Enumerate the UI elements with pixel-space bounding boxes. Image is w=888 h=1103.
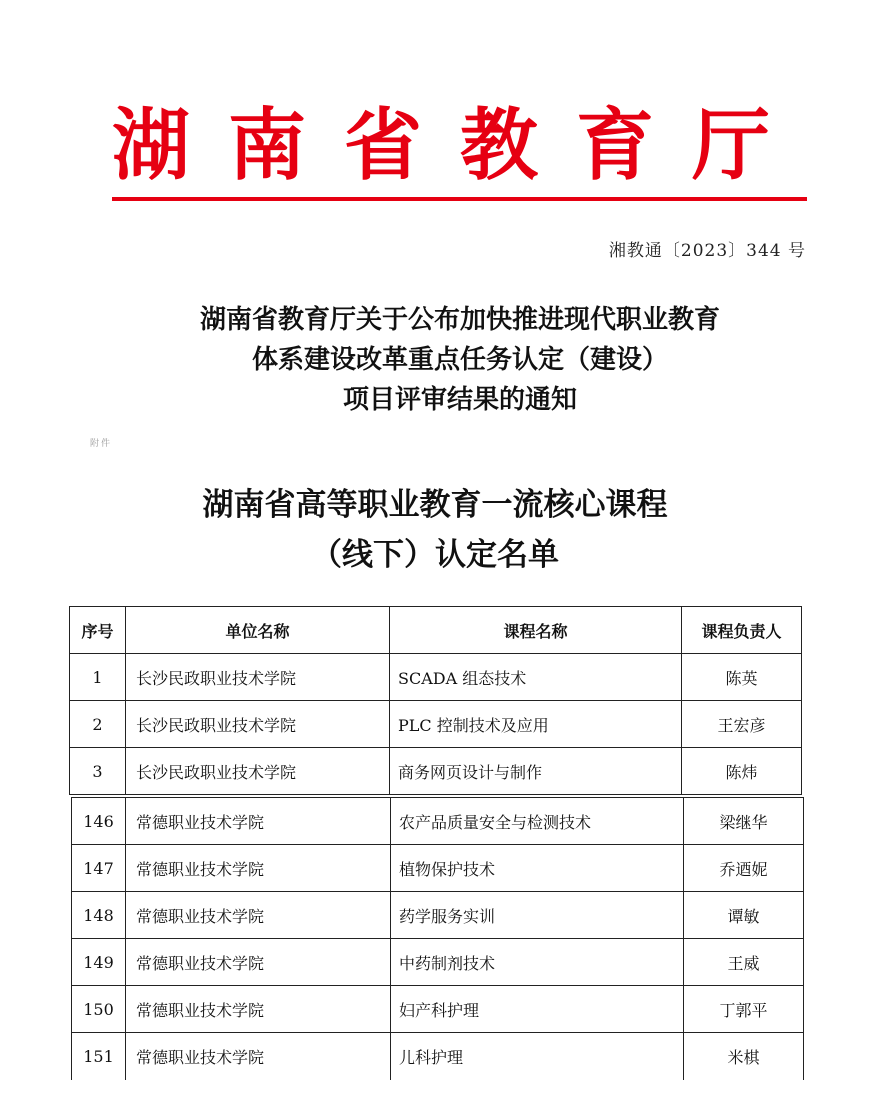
cell-course: 商务网页设计与制作: [390, 748, 682, 795]
cell-school: 常德职业技术学院: [126, 798, 391, 845]
cell-school: 长沙民政职业技术学院: [126, 701, 390, 748]
course-table-top: [69, 606, 802, 795]
cell-school: 长沙民政职业技术学院: [126, 748, 390, 795]
notice-title-line-2: 体系建设改革重点任务认定（建设）: [251, 345, 668, 375]
list-title-line-2: （线下）认定名单: [311, 537, 559, 573]
attachment-label: 附件: [90, 439, 113, 449]
col-header-course: 课程名称: [390, 607, 682, 654]
cell-course: 农产品质量安全与检测技术: [391, 798, 684, 845]
col-header-lead: 课程负责人: [682, 607, 802, 654]
course-table-bottom: [71, 797, 804, 1080]
table-row: [72, 939, 804, 986]
cell-school: 常德职业技术学院: [126, 986, 391, 1033]
notice-title: [60, 300, 860, 420]
list-title: [60, 480, 810, 580]
cell-index: 147: [72, 845, 126, 892]
cell-index: 151: [72, 1033, 126, 1080]
table-row: [72, 1033, 804, 1080]
cell-lead: 米棋: [684, 1033, 804, 1080]
cell-school: 常德职业技术学院: [126, 892, 391, 939]
cell-lead: 王宏彦: [682, 701, 802, 748]
table-row: [70, 748, 802, 795]
col-header-index: 序号: [70, 607, 126, 654]
cell-school: 常德职业技术学院: [126, 1033, 391, 1080]
cell-school: 常德职业技术学院: [126, 939, 391, 986]
cell-school: 长沙民政职业技术学院: [126, 654, 390, 701]
cell-course: 药学服务实训: [391, 892, 684, 939]
cell-index: 150: [72, 986, 126, 1033]
cell-lead: 梁继华: [684, 798, 804, 845]
cell-lead: 谭敏: [684, 892, 804, 939]
table-header-row: [70, 607, 802, 654]
list-title-line-1: 湖南省高等职业教育一流核心课程: [202, 487, 668, 523]
cell-lead: 陈炜: [682, 748, 802, 795]
cell-lead: 丁郭平: [684, 986, 804, 1033]
agency-masthead: 湖南省教育厅: [112, 100, 809, 191]
cell-lead: 陈英: [682, 654, 802, 701]
cell-lead: 王威: [684, 939, 804, 986]
table-row: [72, 845, 804, 892]
cell-course: 植物保护技术: [391, 845, 684, 892]
cell-course: 中药制剂技术: [391, 939, 684, 986]
table-row: [70, 701, 802, 748]
cell-course: PLC 控制技术及应用: [390, 701, 682, 748]
table-row: [72, 986, 804, 1033]
cell-course: 妇产科护理: [391, 986, 684, 1033]
document-number: 湘教通〔2023〕344 号: [608, 241, 806, 261]
col-header-school: 单位名称: [126, 607, 390, 654]
cell-index: 3: [70, 748, 126, 795]
table-row: [72, 798, 804, 845]
cell-course: SCADA 组态技术: [390, 654, 682, 701]
cell-school: 常德职业技术学院: [126, 845, 391, 892]
cell-lead: 乔迺妮: [684, 845, 804, 892]
notice-title-line-1: 湖南省教育厅关于公布加快推进现代职业教育: [199, 305, 720, 335]
cell-index: 2: [70, 701, 126, 748]
table-row: [70, 654, 802, 701]
cell-index: 149: [72, 939, 126, 986]
cell-index: 148: [72, 892, 126, 939]
cell-index: 146: [72, 798, 126, 845]
cell-index: 1: [70, 654, 126, 701]
notice-title-line-3: 项目评审结果的通知: [342, 385, 577, 415]
cell-course: 儿科护理: [391, 1033, 684, 1080]
masthead-red-rule: [112, 197, 807, 201]
table-row: [72, 892, 804, 939]
